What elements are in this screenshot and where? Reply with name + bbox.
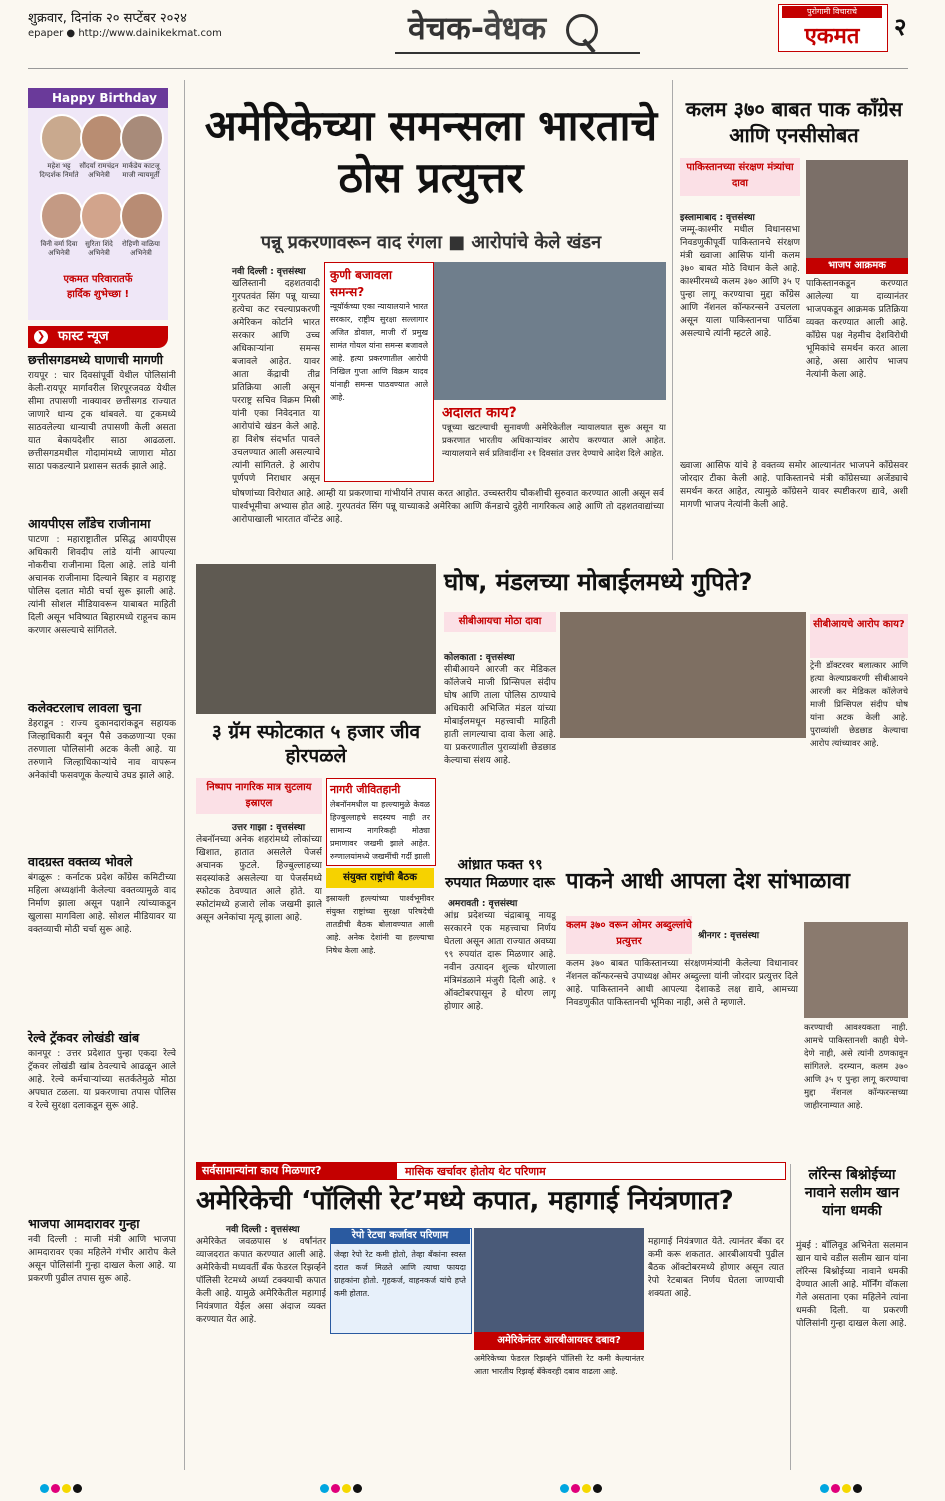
birthday-name: सुरिता शिंदे अभिनेत्री bbox=[85, 240, 113, 257]
news-body: डेहराडून : राज्य दुकानदारांकडून सहायक जिल्हाधिकारी बनून पैसे उकळणाऱ्या एका तरुणाला पोलिसांनी अटक केली आहे. या तरुणाने जिल्हाधिकाऱ्यांचे नाव वापरून अनेकांची फसवणूक केल्याचे उघड झाले आहे. bbox=[28, 719, 176, 781]
brand-left: वेचक- bbox=[408, 9, 484, 47]
cbi-side-text: ट्रेनी डॉक्टरवर बलात्कार आणि हत्या केल्याप्रकरणी सीबीआयने आरजी कर मेडिकल कॉलेजचे माजी प्रिन्सिपल संदीप घोष यांना अटक केली आहे. पुराव्यांशी छेडछाड केल्याचा आरोप त्यांच्यावर आहे. bbox=[810, 661, 908, 749]
avatar bbox=[40, 192, 84, 240]
news-headline: भाजपा आमदारावर गुन्हा bbox=[28, 1216, 140, 1231]
news-photo bbox=[806, 160, 908, 258]
fast-news-title: फास्ट न्यूज bbox=[28, 326, 168, 348]
red-strip-right: मासिक खर्चावर होतोय थेट परिणाम bbox=[396, 1162, 786, 1180]
news-body: पाटणा : महाराष्ट्रातील प्रसिद्ध आयपीएस अधिकारी शिवदीप लांडे यांनी आपल्या नोकरीचा राजीनामा दिला आहे. लांडे यांनी अचानक राजीनामा दिल्याने बिहार व महाराष्ट्र पोलिस दलात मोठी चर्चा सुरू झाली आहे. त्यांनी सोशल मीडियावरून याबाबत माहिती दिली असून भविष्यात बिहारमध्ये राहूनच काम करणार असल्याचे सांगितले. bbox=[28, 535, 176, 636]
avatar bbox=[40, 114, 84, 162]
page-number: २ bbox=[894, 13, 907, 41]
news-photo bbox=[474, 1228, 644, 1332]
red-strip-left: सर्वसामान्यांना काय मिळणार? bbox=[196, 1162, 396, 1180]
kalam-headline: कलम ३७० बाबत पाक काँग्रेस आणि एनसीसोबत bbox=[685, 97, 903, 147]
ghosh-tag: सीबीआयचा मोठा दावा bbox=[444, 612, 556, 632]
news-photo bbox=[804, 922, 908, 1018]
ekmat-logo: एकमत bbox=[804, 24, 860, 49]
news-headline: आयपीएस लाँडेच राजीनामा bbox=[28, 516, 151, 531]
blast-headline: ३ ग्रॅम स्फोटकात ५ हजार जीव होरपळले bbox=[211, 721, 421, 767]
print-color-marks bbox=[40, 1478, 84, 1490]
pak-byline: श्रीनगर : वृत्तसंस्था bbox=[698, 931, 760, 941]
column-divider bbox=[672, 80, 673, 560]
avatar bbox=[120, 114, 164, 162]
print-color-marks bbox=[320, 1478, 364, 1490]
news-body: कानपूर : उत्तर प्रदेशात पुन्हा एकदा रेल्वे ट्रॅकवर लोखंडी खांब ठेवल्याचे आढळून आले आहे. रेल्वे कर्मचाऱ्यांच्या सतर्कतेमुळे मोठा अपघात टळला. या प्रकरणाचा तपास पोलिस व रेल्वे सुरक्षा दलाकडून सुरू आहे. bbox=[28, 1049, 176, 1111]
policy-body-continued: महागाई नियंत्रणात येते. त्यानंतर बँका दर कमी करू शकतात. आरबीआयची पुढील बैठक ऑक्टोबरमध्ये होणार असून त्यात रेपो रेटबाबत निर्णय घेतला जाण्याची शक्यता आहे. bbox=[648, 1237, 784, 1299]
news-headline: वादग्रस्त वक्तव्य भोवले bbox=[28, 854, 133, 869]
print-color-marks bbox=[560, 1478, 604, 1490]
summons-box-text: न्यूयॉर्कच्या एका न्यायालयाने भारत सरकार, राष्ट्रीय सुरक्षा सल्लागार अजित डोवाल, माजी रॉ प्रमुख सामंत गोयल यांना समन्स बजावले आहे. हत्या प्रकरणातील आरोपी निखिल गुप्ता आणि विक्रम यादव यांनाही समन्स पाठवण्यात आले आहे. bbox=[330, 302, 428, 402]
avatar bbox=[80, 114, 124, 162]
kalam-body-continued: ख्वाजा आसिफ यांचे हे वक्तव्य समोर आल्यानंतर भाजपने काँग्रेसवर जोरदार टीका केली आहे. पाकिस्तानचे मंत्री काँग्रेसच्या अजेंड्याचे समर्थन करत आहेत, त्यामुळे काँग्रेसने यावर स्पष्टीकरण द्यावे, अशी मागणी भाजप नेत्यांनी केली आहे. bbox=[680, 461, 908, 510]
un-box-text: इस्रायली हल्ल्यांच्या पार्श्वभूमीवर संयुक्त राष्ट्रांच्या सुरक्षा परिषदेची तातडीची बैठक बोलावण्यात आली आहे. अनेक देशांनी या हल्ल्याचा निषेध केला आहे. bbox=[326, 894, 434, 955]
news-photo bbox=[434, 262, 666, 400]
column-divider bbox=[184, 80, 185, 1470]
ghosh-headline: घोष, मंडलच्या मोबाईलमध्ये गुपिते? bbox=[444, 568, 753, 596]
civilian-box-title: नागरी जीवितहानी bbox=[330, 783, 401, 796]
chevron-down-icon: ❯ bbox=[34, 330, 48, 344]
birthday-wish: एकमत परिवारातर्फे हार्दिक शुभेच्छा ! bbox=[63, 274, 133, 300]
policy-headline: अमेरिकेची ‘पॉलिसी रेट’मध्ये कपात, महागाई नियंत्रणात? bbox=[196, 1186, 734, 1216]
policy-caption: अमेरिकेनंतर आरबीआयवर दबाव? bbox=[474, 1332, 644, 1350]
policy-body: अमेरिकेत जवळपास ४ वर्षांनंतर व्याजदरात कपात करण्यात आली आहे. अमेरिकेची मध्यवर्ती बँक फेडरल रिझर्व्हने पॉलिसी रेटमध्ये अर्ध्या टक्क्याची कपात केली आहे. यामुळे अमेरिकेतील महागाई नियंत्रणात येईल असा अंदाज व्यक्त करण्यात येत आहे. bbox=[196, 1237, 326, 1325]
court-box-text: पन्नूच्या खटल्याची सुनावणी अमेरिकेतील न्यायालयात सुरू असून या प्रकरणात भारतीय अधिकाऱ्यांवर आरोप करण्यात आले आहेत. न्यायालयाने सर्व प्रतिवादींना २१ दिवसांत उत्तर देण्याचे आदेश दिले आहेत. bbox=[442, 423, 666, 459]
avatar bbox=[80, 192, 124, 240]
main-body-continued: घोषणांच्या विरोधात आहे. आम्ही या प्रकरणाचा गांभीर्याने तपास करत आहोत. उच्चस्तरीय चौकशीची सुरुवात करण्यात आली असून सर्व पार्श्वभूमीचा अभ्यास होत आहे. गुरपतवंत सिंग पन्नू याच्याकडे अमेरिका आणि कॅनडाचे दुहेरी नागरिकत्व आहे आणि तो दहशतवाद्यांच्या आरोपाखाली भारतात वॉन्टेड आहे. bbox=[232, 489, 664, 525]
main-headline: अमेरिकेच्या समन्सला भारताचे ठोस प्रत्युत्तर bbox=[204, 101, 658, 202]
ghosh-body: सीबीआयने आरजी कर मेडिकल कॉलेजचे माजी प्रिन्सिपल संदीप घोष आणि ताला पोलिस ठाण्याचे अधिकारी अभिजित मंडल यांच्या मोबाईलमधून महत्त्वाची माहिती हाती लागल्याचा दावा केला आहे. या प्रकरणातील पुराव्यांशी छेडछाड केल्याचा संशय आहे. bbox=[444, 665, 556, 766]
policy-byline: नवी दिल्ली : वृत्तसंस्था bbox=[226, 1225, 300, 1235]
news-photo bbox=[196, 564, 436, 714]
news-photo bbox=[560, 612, 806, 738]
column-divider bbox=[790, 1164, 791, 1470]
pak-body-right: करण्याची आवश्यकता नाही. आमचे पाकिस्तानशी काही घेणे-देणे नाही, असे त्यांनी ठणकावून सांगितले. दरम्यान, कलम ३७० आणि ३५ ए पुन्हा लागू करण्याचा मुद्दा नॅशनल कॉन्फरन्सच्या जाहीरनाम्यात आहे. bbox=[804, 1023, 908, 1111]
repo-box-title: रेपो रेटचा कर्जावर परिणाम bbox=[330, 1228, 470, 1244]
civilian-box-text: लेबनॉनमधील या हल्ल्यामुळे केवळ हिज्बुल्लाहचे सदस्यच नाही तर सामान्य नागरिकही मोठ्या प्रमाणावर जखमी झाले आहेत. रुग्णालयांमध्ये जखमींची गर्दी झाली bbox=[330, 800, 430, 860]
ekmat-tagline: पुरोगामी विचाराचे bbox=[782, 6, 882, 18]
liquor-byline: अमरावती : वृत्तसंस्था bbox=[448, 899, 518, 909]
kalam-byline: इस्लामाबाद : वृत्तसंस्था bbox=[680, 213, 755, 223]
pak-body: कलम ३७० बाबत पाकिस्तानच्या संरक्षणमंत्र्यांनी केलेल्या विधानावर नॅशनल कॉन्फरन्सचे उपाध्यक्ष ओमर अब्दुल्ला यांनी जोरदार प्रत्युत्तर दिले आहे. पाकिस्तानने आधी आपल्या देशाकडे लक्ष द्यावे, आमच्या निवडणुकीत पाकिस्तानची भूमिका नाही, असे ते म्हणाले. bbox=[566, 959, 798, 1008]
court-box-title: अदालत काय? bbox=[442, 405, 517, 421]
news-body: नवी दिल्ली : माजी मंत्री आणि भाजपा आमदारावर एका महिलेने गंभीर आरोप केले असून पोलिसांनी गुन्हा दाखल केला आहे. या प्रकरणी पुढील तपास सुरू आहे. bbox=[28, 1235, 176, 1284]
news-headline: छत्तीसगडमध्ये घाणाची मागणी bbox=[28, 352, 164, 367]
un-box-title: संयुक्त राष्ट्रांची बैठक bbox=[326, 868, 434, 888]
birthday-name: सौंदर्या रामचंद्रन अभिनेत्री bbox=[79, 162, 119, 179]
birthday-name: रोहिणी वाळिया अभिनेत्री bbox=[121, 240, 161, 257]
lawrence-body: मुंबई : बॉलिवूड अभिनेता सलमान खान याचे वडील सलीम खान यांना लॉरेन्स बिश्नोईच्या नावाने धमकी देण्यात आली आहे. मॉर्निंग वॉकला गेले असताना एका महिलेने त्यांना धमकी दिली. या प्रकरणी पोलिसांनी गुन्हा दाखल केला आहे. bbox=[796, 1241, 908, 1329]
print-color-marks bbox=[820, 1478, 864, 1490]
policy-caption-text: अमेरिकेच्या फेडरल रिझर्व्हने पॉलिसी रेट कमी केल्यानंतर आता भारतीय रिझर्व्ह बँकेवरही दबाव वाढला आहे. bbox=[474, 1354, 644, 1376]
birthday-title: Happy Birthday bbox=[28, 88, 168, 108]
pak-headline: पाकने आधी आपला देश सांभाळावा bbox=[566, 869, 850, 894]
liquor-body: आंध्र प्रदेशच्या चंद्राबाबू नायडू सरकारने एक महत्त्वाचा निर्णय घेतला असून आता राज्यात अवघ्या ९९ रुपयांत दारू मिळणार आहे. नवीन उत्पादन शुल्क धोरणाला मंत्रिमंडळाने मंजुरी दिली आहे. १ ऑक्टोबरपासून हे धोरण लागू होणार आहे. bbox=[444, 911, 556, 1012]
brand-right: वेधक bbox=[483, 9, 547, 47]
blast-tag: निष्पाप नागरिक मात्र सुटलाय इस्राएल bbox=[196, 778, 322, 814]
repo-box-text: जेव्हा रेपो रेट कमी होतो, तेव्हा बँकांना स्वस्त दरात कर्ज मिळते आणि त्याचा फायदा ग्राहकांना होतो. गृहकर्ज, वाहनकर्ज यांचे हप्ते कमी होतात. bbox=[334, 1250, 466, 1298]
news-headline: कलेक्टरलाच लावला चुना bbox=[28, 700, 142, 715]
kalam-photo-tag: भाजप आक्रमक bbox=[806, 258, 908, 274]
news-body: बंगळूरू : कर्नाटक प्रदेश काँग्रेस कमिटीच्या महिला अध्यक्षांनी केलेल्या वक्तव्यामुळे वाद निर्माण झाला असून पक्षाने त्यांच्याकडून खुलासा मागविला आहे. सोशल मीडियावर या वक्तव्याची मोठी चर्चा सुरू आहे. bbox=[28, 873, 176, 935]
main-byline: नवी दिल्ली : वृत्तसंस्था bbox=[232, 267, 306, 277]
birthday-name: महेश भट्ट दिग्दर्शक निर्माते bbox=[39, 162, 79, 179]
brand-underline bbox=[395, 52, 640, 54]
header-epaper-link[interactable]: epaper ● http://www.dainikekmat.com bbox=[28, 28, 222, 39]
main-body: खलिस्तानी दहशतवादी गुरपतवंत सिंग पन्नू याच्या हत्येचा कट रचल्याप्रकरणी अमेरिकन कोर्टाने भारत सरकार आणि उच्च अधिकाऱ्यांना समन्स बजावले आहेत. यावर आता केंद्राची तीव्र प्रतिक्रिया आली असून परराष्ट्र सचिव विक्रम मिस्री यांनी एका निवेदनात या आरोपांचे खंडन केले आहे. हा विशेष संदर्भात पावले उचलण्यात आली असल्याचे त्यांनी सांगितले. हे आरोप पूर्णपणे निराधार असून bbox=[232, 279, 320, 483]
kalam-body-right: पाकिस्तानकडून करण्यात आलेल्या या दाव्यानंतर भाजपकडून आक्रमक प्रतिक्रिया व्यक्त करण्यात आली आहे. काँग्रेस पक्ष नेहमीच देशविरोधी भूमिकांचे समर्थन करत आला आहे, असा आरोप भाजप नेत्यांनी केला आहे. bbox=[806, 279, 908, 380]
avatar bbox=[120, 192, 164, 240]
news-body: रायपूर : चार दिवसांपूर्वी येथील पोलिसांनी केली-रायपूर मार्गावरील शिरपूरजवळ येथील सीमा तपासणी नाक्यावर छत्तीसगड राज्यात जाणारे धान्य ट्रक थांबवले. या ट्रकमध्ये साठवलेल्या धान्याची तपासणी केली असता यात बेकायदेशीर साठा आढळला. छत्तीसगडमधील गोदामांमध्ये जाणारा मोठा साठा पकडल्याने प्रशासन सतर्क झाले आहे. bbox=[28, 371, 176, 472]
news-headline: रेल्वे ट्रॅकवर लोखंडी खांब bbox=[28, 1030, 140, 1045]
kalam-tag: पाकिस्तानच्या संरक्षण मंत्र्यांचा दावा bbox=[680, 158, 800, 196]
kalam-body: जम्मू-काश्मीर मधील विधानसभा निवडणुकीपूर्वी पाकिस्तानचे संरक्षण मंत्री ख्वाजा आसिफ यांनी कलम ३७० बाबत मोठे विधान केले आहे. काश्मीरमध्ये कलम ३७० आणि ३५ ए पुन्हा लागू करण्याचा मुद्दा काँग्रेस आणि नॅशनल कॉन्फरन्सने उचलला असून याला पाकिस्तानचा पाठिंबा असल्याचे त्यांनी म्हटले आहे. bbox=[680, 225, 800, 339]
pak-tag: कलम ३७० वरून ओमर अब्दुल्लांचे प्रत्युत्तर bbox=[566, 916, 692, 954]
birthday-name: विनी वर्मा दिवा अभिनेत्री bbox=[40, 240, 78, 257]
liquor-headline: आंध्रात फक्त ९९ रुपयात मिळणार दारू bbox=[445, 857, 555, 891]
lawrence-headline: लॉरेन्स बिश्नोईच्या नावाने सलीम खान यांना धमकी bbox=[804, 1167, 900, 1219]
blast-byline: उत्तर गाझा : वृत्तसंस्था bbox=[232, 823, 306, 833]
header-divider bbox=[28, 68, 908, 69]
summons-box-title: कुणी बजावला समन्स? bbox=[330, 268, 392, 299]
header-date: शुक्रवार, दिनांक २० सप्टेंबर २०२४ bbox=[28, 11, 187, 26]
main-subhead: पन्नू प्रकरणावरून वाद रंगला ■ आरोपांचे केले खंडन bbox=[260, 232, 602, 253]
cbi-side-title: सीबीआयचे आरोप काय? bbox=[810, 614, 908, 658]
birthday-name: मार्कंडेय काटजू माजी न्यायमूर्ती bbox=[122, 162, 160, 179]
ghosh-byline: कोलकाता : वृत्तसंस्था bbox=[444, 653, 515, 663]
blast-body: लेबनॉनच्या अनेक शहरांमध्ये लोकांच्या खिशात, हातात असलेले पेजर्स अचानक फुटले. हिज्बुल्लाहच्या सदस्यांकडे असलेल्या या पेजर्समध्ये स्फोटक ठेवण्यात आले होते. या स्फोटांमध्ये हजारो लोक जखमी झाले असून अनेकांचा मृत्यू झाला आहे. bbox=[196, 835, 322, 923]
